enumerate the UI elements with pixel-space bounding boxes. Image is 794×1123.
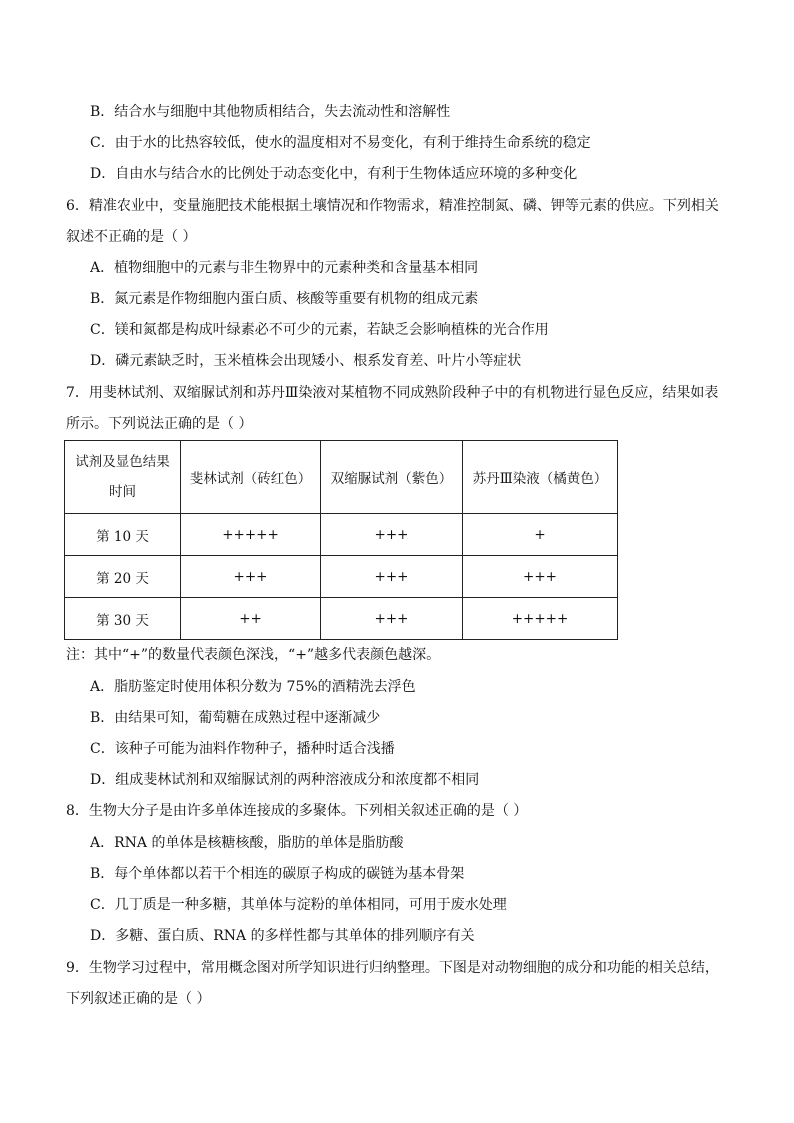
- q7-option-a: A．脂肪鉴定时使用体积分数为 75%的酒精洗去浮色: [90, 679, 416, 695]
- table-corner-cell: [65, 441, 181, 514]
- table-cell: +++: [321, 598, 463, 640]
- table-header-row: [65, 441, 618, 514]
- q6-stem-line2: 叙述不正确的是（ ）: [66, 229, 197, 245]
- corner-label-reagent: 试剂及显色结果: [75, 454, 170, 470]
- q6-option-c: C．镁和氮都是构成叶绿素必不可少的元素，若缺乏会影响植株的光合作用: [90, 322, 549, 338]
- q8-option-c: C．几丁质是一种多糖，其单体与淀粉的单体相同，可用于废水处理: [90, 897, 507, 913]
- q6-stem-line1: 6．精准农业中，变量施肥技术能根据土壤情况和作物需求，精准控制氮、磷、钾等元素的供应。下列相关: [66, 198, 719, 214]
- table-row: [65, 556, 618, 598]
- header-sudan: 苏丹Ⅲ染液（橘黄色）: [463, 441, 618, 514]
- corner-label-time: 时间: [109, 484, 136, 500]
- table-cell: +++: [321, 556, 463, 598]
- header-biuret: 双缩脲试剂（紫色）: [321, 441, 463, 514]
- table-row: [65, 514, 618, 556]
- table-cell: ++: [181, 598, 321, 640]
- table-cell: +++: [181, 556, 321, 598]
- q6-option-d: D．磷元素缺乏时，玉米植株会出现矮小、根系发育差、叶片小等症状: [90, 353, 522, 369]
- q8-option-a: A．RNA 的单体是核糖核酸，脂肪的单体是脂肪酸: [90, 835, 404, 851]
- q9-stem-line2: 下列叙述正确的是（ ）: [66, 991, 211, 1007]
- q5-option-c: C．由于水的比热容较低，使水的温度相对不易变化，有利于维持生命系统的稳定: [90, 135, 591, 151]
- q7-option-b: B．由结果可知，葡萄糖在成熟过程中逐渐减少: [90, 710, 381, 726]
- q7-stem-line1: 7．用斐林试剂、双缩脲试剂和苏丹Ⅲ染液对某植物不同成熟阶段种子中的有机物进行显色反应，结果如表: [66, 385, 719, 401]
- row-label: 第 10 天: [65, 514, 181, 556]
- table-cell: +++: [463, 556, 618, 598]
- q8-stem: 8．生物大分子是由许多单体连接成的多聚体。下列相关叙述正确的是（ ）: [66, 803, 528, 819]
- q6-option-a: A．植物细胞中的元素与非生物界中的元素种类和含量基本相同: [90, 260, 479, 276]
- q9-stem-line1: 9．生物学习过程中，常用概念图对所学知识进行归纳整理。下图是对动物细胞的成分和功能的相关总结，: [66, 960, 719, 976]
- row-label: 第 30 天: [65, 598, 181, 640]
- row-label: 第 20 天: [65, 556, 181, 598]
- q7-option-d: D．组成斐林试剂和双缩脲试剂的两种溶液成分和浓度都不相同: [90, 772, 480, 788]
- q8-option-d: D．多糖、蛋白质、RNA 的多样性都与其单体的排列顺序有关: [90, 928, 475, 944]
- table-cell: +++++: [463, 598, 618, 640]
- q8-option-b: B．每个单体都以若干个相连的碳原子构成的碳链为基本骨架: [90, 866, 465, 882]
- results-table: [64, 440, 618, 640]
- q7-stem-line2: 所示。下列说法正确的是（ ）: [66, 416, 253, 432]
- table-cell: +++: [321, 514, 463, 556]
- header-fehling: 斐林试剂（砖红色）: [181, 441, 321, 514]
- table-note: 注：其中“+”的数量代表颜色深浅，“+”越多代表颜色越深。: [66, 647, 441, 663]
- q7-option-c: C．该种子可能为油料作物种子，播种时适合浅播: [90, 741, 395, 757]
- q5-option-b: B．结合水与细胞中其他物质相结合，失去流动性和溶解性: [90, 104, 451, 120]
- table-cell: +: [463, 514, 618, 556]
- table-cell: +++++: [181, 514, 321, 556]
- table-row: [65, 598, 618, 640]
- q6-option-b: B．氮元素是作物细胞内蛋白质、核酸等重要有机物的组成元素: [90, 291, 479, 307]
- q5-option-d: D．自由水与结合水的比例处于动态变化中，有利于生物体适应环境的多种变化: [90, 166, 578, 182]
